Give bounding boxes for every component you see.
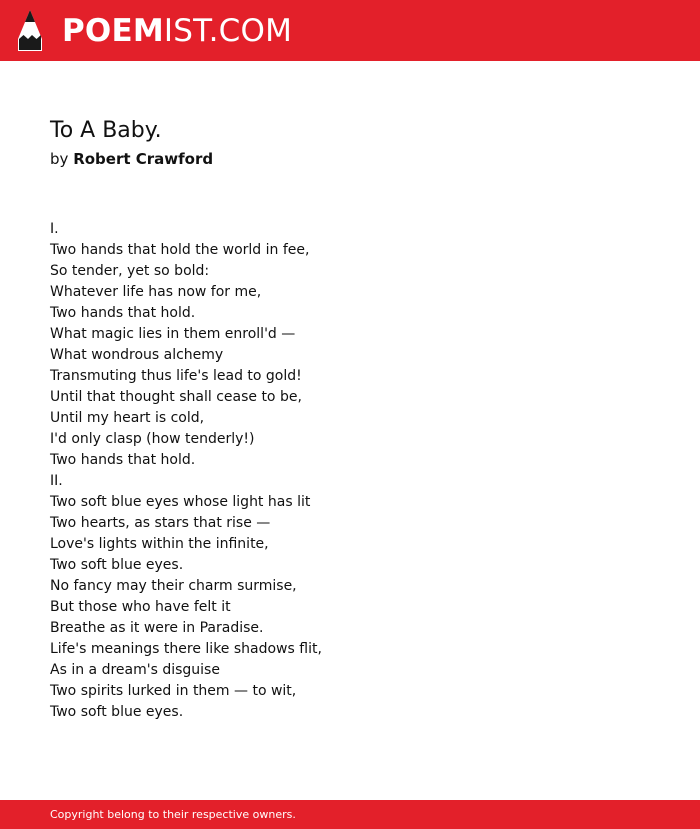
pencil-tip-icon[interactable] (17, 9, 43, 52)
poem-line: No fancy may their charm surmise, (50, 578, 297, 594)
poem-line: Love's lights within the infinite, (50, 536, 269, 552)
by-label: by (50, 150, 69, 168)
byline (50, 149, 213, 169)
poem-line: II. (50, 473, 63, 489)
poem-line: But those who have felt it (50, 599, 231, 615)
poem-title: To A Baby. (50, 118, 162, 143)
poem-line: Until that thought shall cease to be, (50, 389, 302, 405)
poem-line: Two hands that hold. (50, 452, 196, 468)
poem-line: Life's meanings there like shadows flit, (50, 641, 322, 657)
top-bar (0, 0, 700, 61)
poem-line: Two soft blue eyes. (50, 704, 184, 720)
poem-line: Two hearts, as stars that rise — (50, 515, 271, 531)
poem-line: What magic lies in them enroll'd — (50, 326, 296, 342)
poem-line: As in a dream's disguise (50, 662, 220, 678)
poem-line: Two soft blue eyes whose light has lit (50, 494, 311, 510)
poem-line: I'd only clasp (how tenderly!) (50, 431, 255, 447)
poem-line: Two soft blue eyes. (50, 557, 184, 573)
poem-line: So tender, yet so bold: (50, 263, 210, 279)
brand-light: IST.COM (163, 13, 293, 49)
copyright-notice: Copyright belong to their respective owners. (50, 808, 296, 821)
poem-line: Two spirits lurked in them — to wit, (50, 683, 297, 699)
poem-line: Until my heart is cold, (50, 410, 205, 426)
site-brand-link[interactable] (62, 13, 292, 49)
poem-line: What wondrous alchemy (50, 347, 224, 363)
poem-line: Two hands that hold. (50, 305, 196, 321)
brand-bold: POEM (62, 13, 164, 49)
poem-body (50, 219, 650, 723)
footer-bar (0, 800, 700, 829)
poem-line: Whatever life has now for me, (50, 284, 262, 300)
poem-line: Breathe as it were in Paradise. (50, 620, 264, 636)
poem-line: Two hands that hold the world in fee, (50, 242, 310, 258)
poem-line: I. (50, 221, 59, 237)
author-name: Robert Crawford (73, 150, 214, 168)
poem-line: Transmuting thus life's lead to gold! (50, 368, 302, 384)
